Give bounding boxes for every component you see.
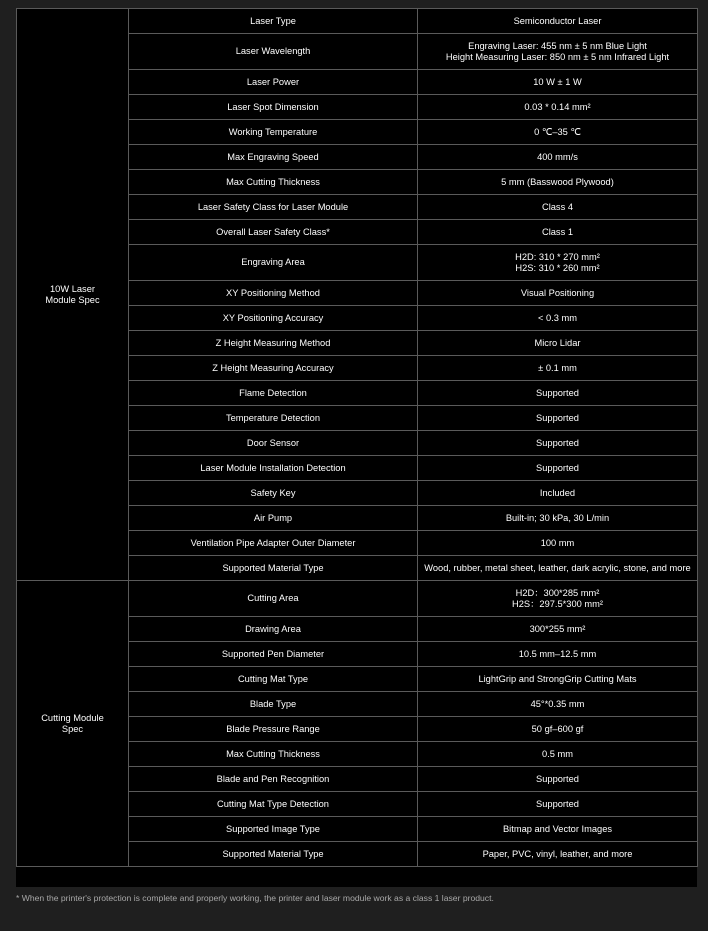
spec-table-body <box>17 9 698 867</box>
param-value-line: Class 4 <box>541 201 573 212</box>
param-name: Blade Type <box>129 692 418 717</box>
param-value-line: H2D: 310 * 270 mm² <box>515 251 600 262</box>
param-value <box>418 120 698 145</box>
param-value-line: < 0.3 mm <box>537 312 577 323</box>
param-name: Max Cutting Thickness <box>129 170 418 195</box>
param-name: XY Positioning Accuracy <box>129 306 418 331</box>
param-name: Working Temperature <box>129 120 418 145</box>
param-value-line: LightGrip and StrongGrip Cutting Mats <box>478 673 637 684</box>
param-name: Blade and Pen Recognition <box>129 767 418 792</box>
param-value <box>418 245 698 281</box>
param-value <box>418 506 698 531</box>
group-title <box>17 9 129 581</box>
param-value-line: 400 mm/s <box>537 151 578 162</box>
param-value-line: Supported <box>536 437 579 448</box>
param-name: XY Positioning Method <box>129 281 418 306</box>
param-value <box>418 145 698 170</box>
param-value <box>418 767 698 792</box>
param-value <box>418 531 698 556</box>
param-value-line: 50 gf–600 gf <box>531 723 584 734</box>
spec-row <box>17 581 698 617</box>
param-name: Supported Pen Diameter <box>129 642 418 667</box>
spec-table <box>16 8 698 867</box>
param-value <box>418 481 698 506</box>
param-name: Flame Detection <box>129 381 418 406</box>
param-value <box>418 281 698 306</box>
param-value-line: Paper, PVC, vinyl, leather, and more <box>482 848 633 859</box>
param-value-line: H2D：300*285 mm² <box>515 587 600 598</box>
param-value <box>418 431 698 456</box>
param-value-line: 10.5 mm–12.5 mm <box>518 648 597 659</box>
param-value <box>418 381 698 406</box>
param-value <box>418 220 698 245</box>
param-value <box>418 95 698 120</box>
param-name: Engraving Area <box>129 245 418 281</box>
param-value <box>418 406 698 431</box>
param-value <box>418 617 698 642</box>
param-value <box>418 642 698 667</box>
param-value-line: Wood, rubber, metal sheet, leather, dark acrylic, stone, and more <box>424 562 691 573</box>
group-title-line: Cutting Module <box>41 712 104 723</box>
param-value-line: 0.03 * 0.14 mm² <box>524 101 591 112</box>
param-value-line: Included <box>539 487 576 498</box>
param-value-line: Visual Positioning <box>520 287 595 298</box>
group-title-line: Module Spec <box>45 294 100 305</box>
param-value-line: 45°*0.35 mm <box>530 698 585 709</box>
param-value-line: Micro Lidar <box>534 337 581 348</box>
param-value <box>418 556 698 581</box>
param-value-line: 10 W ± 1 W <box>533 76 582 87</box>
param-name: Door Sensor <box>129 431 418 456</box>
param-value <box>418 331 698 356</box>
spec-row <box>17 9 698 34</box>
param-value-line: H2S: 310 * 260 mm² <box>515 262 600 273</box>
param-name: Z Height Measuring Accuracy <box>129 356 418 381</box>
param-name: Air Pump <box>129 506 418 531</box>
param-value-line: ± 0.1 mm <box>538 362 577 373</box>
param-value-line: 0 ℃–35 ℃ <box>534 126 581 137</box>
param-value-line: Height Measuring Laser: 850 nm ± 5 nm Infrared Light <box>445 51 670 62</box>
param-value <box>418 717 698 742</box>
param-name: Laser Module Installation Detection <box>129 456 418 481</box>
group-title <box>17 581 129 867</box>
param-value-line: 100 mm <box>540 537 575 548</box>
param-name: Laser Type <box>129 9 418 34</box>
param-name: Laser Spot Dimension <box>129 95 418 120</box>
param-value <box>418 667 698 692</box>
param-name: Max Engraving Speed <box>129 145 418 170</box>
param-value <box>418 842 698 867</box>
param-value <box>418 692 698 717</box>
param-name: Safety Key <box>129 481 418 506</box>
param-value-line: Supported <box>536 412 579 423</box>
param-name: Ventilation Pipe Adapter Outer Diameter <box>129 531 418 556</box>
param-name: Supported Material Type <box>129 842 418 867</box>
param-value <box>418 9 698 34</box>
param-value-line: Built-in; 30 kPa, 30 L/min <box>505 512 610 523</box>
param-name: Z Height Measuring Method <box>129 331 418 356</box>
param-value <box>418 70 698 95</box>
param-value <box>418 456 698 481</box>
param-name: Laser Safety Class for Laser Module <box>129 195 418 220</box>
param-name: Overall Laser Safety Class* <box>129 220 418 245</box>
group-title-line: Spec <box>61 723 84 734</box>
param-name: Cutting Mat Type Detection <box>129 792 418 817</box>
param-name: Max Cutting Thickness <box>129 742 418 767</box>
param-value-line: Semiconductor Laser <box>513 15 602 26</box>
param-name: Laser Power <box>129 70 418 95</box>
footnote: * When the printer's protection is complete and properly working, the printer and laser module work as a class 1 laser product. <box>16 893 494 903</box>
param-value-line: 300*255 mm² <box>529 623 586 634</box>
param-name: Cutting Area <box>129 581 418 617</box>
param-value <box>418 34 698 70</box>
param-value <box>418 581 698 617</box>
param-value <box>418 195 698 220</box>
param-name: Cutting Mat Type <box>129 667 418 692</box>
param-value-line: Supported <box>536 798 579 809</box>
param-value <box>418 356 698 381</box>
param-value-line: H2S：297.5*300 mm² <box>512 598 603 609</box>
param-name: Blade Pressure Range <box>129 717 418 742</box>
param-value <box>418 742 698 767</box>
param-value-line: Supported <box>536 773 579 784</box>
param-value-line: Supported <box>536 462 579 473</box>
param-name: Temperature Detection <box>129 406 418 431</box>
param-name: Supported Material Type <box>129 556 418 581</box>
param-value <box>418 170 698 195</box>
param-value <box>418 817 698 842</box>
param-name: Laser Wavelength <box>129 34 418 70</box>
param-value <box>418 306 698 331</box>
param-value-line: Bitmap and Vector Images <box>502 823 613 834</box>
param-name: Supported Image Type <box>129 817 418 842</box>
group-title-line: 10W Laser <box>50 283 95 294</box>
param-name: Drawing Area <box>129 617 418 642</box>
param-value-line: Engraving Laser: 455 nm ± 5 nm Blue Light <box>468 40 647 51</box>
param-value-line: Class 1 <box>541 226 573 237</box>
param-value-line: 0.5 mm <box>542 748 573 759</box>
param-value <box>418 792 698 817</box>
param-value-line: Supported <box>536 387 579 398</box>
param-value-line: 5 mm (Basswood Plywood) <box>501 176 614 187</box>
